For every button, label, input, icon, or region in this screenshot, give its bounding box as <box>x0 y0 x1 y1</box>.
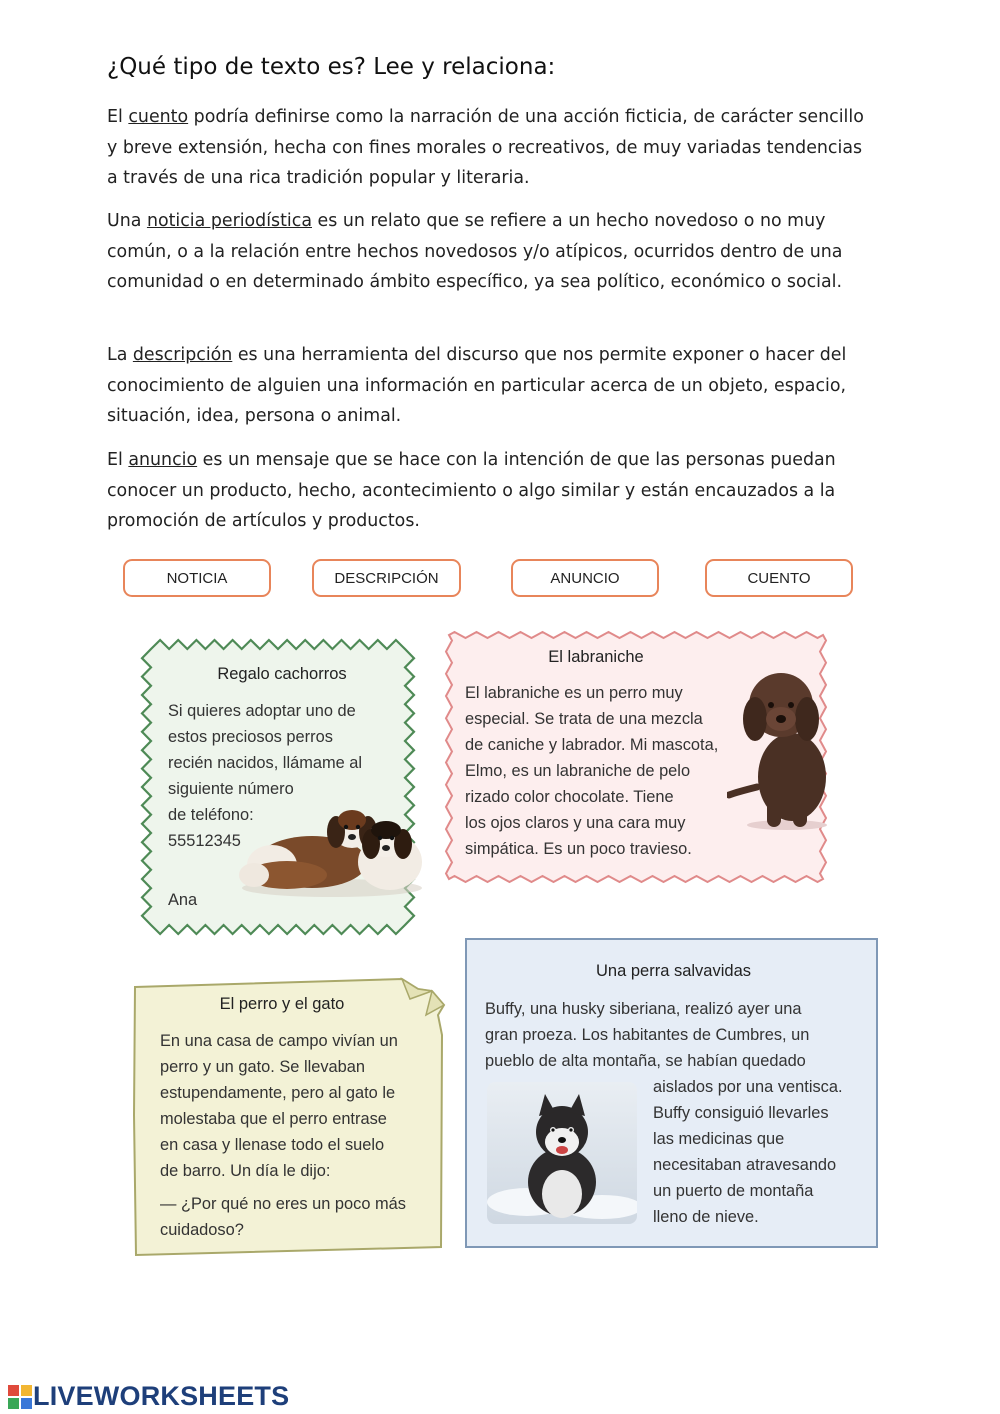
card-line: En una casa de campo vivían un <box>160 1032 398 1050</box>
answer-box-anuncio[interactable]: ANUNCIO <box>511 559 659 597</box>
brown-poodle-image <box>727 667 839 832</box>
card-text <box>465 680 718 862</box>
card-line: Si quieres adoptar uno de <box>168 702 356 720</box>
card-line: de barro. Un día le dijo: <box>160 1162 331 1180</box>
card-line: El labraniche es un perro muy <box>465 684 683 702</box>
definition-cuento <box>107 102 877 194</box>
card-line: estupendamente, pero al gato le <box>160 1084 396 1102</box>
definition-term: noticia periodística <box>146 211 312 231</box>
card-line: molestaba que el perro entrase <box>160 1110 387 1128</box>
card-line: de caniche y labrador. Mi mascota, <box>465 736 719 754</box>
card-line: estos preciosos perros <box>168 728 333 746</box>
definition-term: anuncio <box>128 450 198 470</box>
card-line: siguiente número <box>168 780 294 798</box>
definition-anuncio <box>107 445 877 537</box>
card-line: lleno de nieve. <box>653 1208 759 1226</box>
definition-descripcion <box>107 340 877 432</box>
signature: Ana <box>168 891 198 909</box>
card-line: rizado color chocolate. Tiene <box>465 788 674 806</box>
logo-grid-icon <box>8 1385 32 1409</box>
card-dialogue <box>160 1191 406 1243</box>
definition-prefix: El <box>107 107 129 127</box>
answer-box-descripcion[interactable]: DESCRIPCIÓN <box>312 559 461 597</box>
beagle-puppies-image <box>232 790 427 900</box>
definition-prefix: La <box>107 345 133 365</box>
dialogue-line: cuidadoso? <box>160 1221 244 1239</box>
card-line: simpática. Es un poco travieso. <box>465 840 692 858</box>
description-card <box>437 623 835 891</box>
card-text-side <box>653 1074 843 1230</box>
card-line: especial. Se trata de una mezcla <box>465 710 703 728</box>
card-line: perro y un gato. Se llevaban <box>160 1058 366 1076</box>
definition-body: es un mensaje que se hace con la intención de que las personas puedan conocer un producto, hecho, acontecimiento o algo similar y están encauzados a la promoción de artículos y productos. <box>107 450 836 531</box>
definition-body: es una herramienta del discurso que nos permite exponer o hacer del conocimiento de alguien una información en particular acerca de un objeto, espacio, situación, idea, persona o animal. <box>107 345 847 426</box>
phone-number: 55512345 <box>168 832 241 850</box>
card-text <box>160 1028 398 1184</box>
husky-in-snow-image <box>487 1082 637 1224</box>
page-title: ¿Qué tipo de texto es? Lee y relaciona: <box>107 54 556 80</box>
card-line: pueblo de alta montaña, se habían quedado <box>485 1052 806 1070</box>
dialogue-line: — ¿Por qué no eres un poco más <box>160 1195 406 1213</box>
logo-text: LIVEWORKSHEETS <box>33 1381 290 1411</box>
definition-noticia <box>107 206 877 298</box>
card-text <box>485 996 809 1074</box>
card-title: El perro y el gato <box>219 995 345 1013</box>
card-line: necesitaban atravesando <box>653 1156 837 1174</box>
answer-box-cuento[interactable]: CUENTO <box>705 559 853 597</box>
definition-term: descripción <box>132 345 233 365</box>
definition-body: podría definirse como la narración de una acción ficticia, de carácter sencillo y breve extensión, hecha con fines morales o recreativos, de muy variadas tendencias a través de una rica tradición popular y literaria. <box>107 107 864 188</box>
card-line: de teléfono: <box>168 806 254 824</box>
card-line: gran proeza. Los habitantes de Cumbres, un <box>485 1026 810 1044</box>
liveworksheets-logo[interactable] <box>8 1381 289 1412</box>
ad-card <box>132 630 424 944</box>
card-line: Buffy, una husky siberiana, realizó ayer una <box>485 1000 802 1018</box>
card-line: aislados por una ventisca. <box>653 1078 843 1096</box>
card-line: Buffy consiguió llevarles <box>653 1104 829 1122</box>
news-card <box>465 938 878 1248</box>
card-line: recién nacidos, llámame al <box>168 754 363 772</box>
definition-body: es un relato que se refiere a un hecho novedoso o no muy común, o a la relación entre hechos novedosos y/o atípicos, ocurridos dentro de una comunidad o en determinado ámbito específico, ya sea político, económico o social. <box>107 211 843 292</box>
card-title: El labraniche <box>548 648 644 666</box>
card-line: en casa y llenase todo el suelo <box>160 1136 385 1154</box>
definition-prefix: El <box>107 450 129 470</box>
definition-prefix: Una <box>107 211 147 231</box>
card-line: los ojos claros y una cara muy <box>465 814 686 832</box>
card-title: Regalo cachorros <box>217 665 347 683</box>
card-line: las medicinas que <box>653 1130 785 1148</box>
answer-box-noticia[interactable]: NOTICIA <box>123 559 271 597</box>
card-line: un puerto de montaña <box>653 1182 814 1200</box>
card-title: Una perra salvavidas <box>596 962 751 980</box>
definition-term: cuento <box>128 107 189 127</box>
story-card <box>132 975 452 1265</box>
card-line: Elmo, es un labraniche de pelo <box>465 762 691 780</box>
